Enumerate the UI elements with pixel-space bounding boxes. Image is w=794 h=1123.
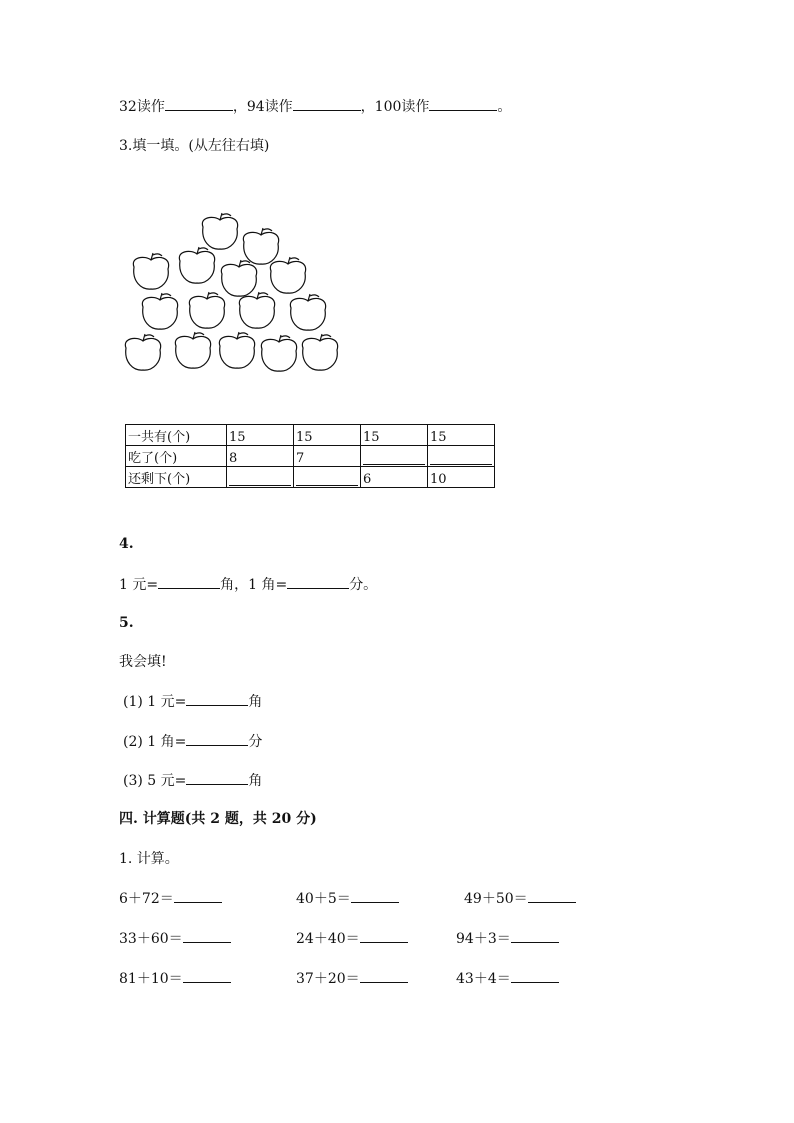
- answer-blank[interactable]: [360, 968, 408, 983]
- calc-item: [119, 968, 231, 989]
- reading-word-c: 读作: [401, 99, 430, 115]
- q4-line: [119, 574, 377, 595]
- q5-intro: 我会填!: [119, 654, 167, 670]
- apple-icon: [239, 292, 274, 328]
- answer-cell[interactable]: [227, 467, 294, 488]
- reading-word-a: 读作: [136, 99, 165, 115]
- q5-item: [123, 731, 262, 752]
- calc-item: [296, 888, 399, 909]
- table-cell: 7: [294, 446, 361, 467]
- answer-blank[interactable]: [174, 888, 222, 903]
- table-cell: 15: [227, 425, 294, 446]
- answer-blank[interactable]: [351, 888, 399, 903]
- calc-expression: 40＋5＝: [296, 891, 351, 907]
- calc-expression: 43＋4＝: [456, 971, 511, 987]
- table-cell: 10: [428, 467, 495, 488]
- table-cell: 15: [294, 425, 361, 446]
- answer-blank[interactable]: [296, 467, 358, 486]
- answer-blank[interactable]: [360, 928, 408, 943]
- apple-icon: [202, 213, 237, 249]
- answer-blank[interactable]: [186, 691, 248, 706]
- answer-cell[interactable]: [428, 446, 495, 467]
- answer-blank[interactable]: [511, 928, 559, 943]
- reading-line: [119, 96, 511, 117]
- calc-expression: 33＋60＝: [119, 931, 183, 947]
- q5-item: [123, 691, 262, 712]
- calc-item: [456, 968, 559, 989]
- answer-blank[interactable]: [186, 731, 248, 746]
- apple-icon: [290, 294, 325, 330]
- table-row: [126, 446, 495, 467]
- apple-table: [125, 424, 495, 488]
- row-head-total: 一共有(个): [126, 425, 227, 446]
- q4-number: 4.: [119, 536, 134, 552]
- apples-illustration: [118, 205, 358, 380]
- answer-cell[interactable]: [294, 467, 361, 488]
- answer-blank[interactable]: [183, 928, 231, 943]
- answer-blank[interactable]: [287, 574, 349, 589]
- calc-expression: 49＋50＝: [464, 891, 528, 907]
- calc-expression: 24＋40＝: [296, 931, 360, 947]
- q5-item-prefix: (3) 5 元=: [123, 773, 187, 789]
- answer-blank[interactable]: [363, 446, 425, 465]
- answer-blank[interactable]: [293, 96, 361, 111]
- reading-num-c: 100: [374, 99, 402, 115]
- row-head-left: 还剩下(个): [126, 467, 227, 488]
- answer-blank[interactable]: [528, 888, 576, 903]
- apple-icon: [189, 292, 224, 328]
- q4-unit2: 分。: [349, 577, 378, 593]
- reading-num-b: 94: [246, 99, 265, 115]
- reading-num-a: 32: [119, 99, 137, 115]
- calc-item: [119, 888, 222, 909]
- calc-item: [296, 968, 408, 989]
- apple-icon: [302, 334, 337, 370]
- q5-item-suffix: 角: [248, 773, 263, 789]
- q4-unit1: 角，1 角=: [220, 577, 288, 593]
- answer-blank[interactable]: [186, 770, 248, 785]
- table-row: [126, 425, 495, 446]
- apple-icon: [243, 228, 278, 264]
- answer-blank[interactable]: [229, 467, 291, 486]
- apple-icon: [219, 332, 254, 368]
- answer-blank[interactable]: [429, 96, 497, 111]
- q4-part1: 1 元=: [119, 577, 159, 593]
- punct: ，: [232, 99, 247, 115]
- apple-icon: [142, 293, 177, 329]
- q5-item-prefix: (2) 1 角=: [123, 734, 187, 750]
- calc-expression: 6＋72＝: [119, 891, 174, 907]
- q5-item: [123, 770, 262, 791]
- apple-icon: [261, 335, 296, 371]
- table-cell: 6: [361, 467, 428, 488]
- table-row: [126, 467, 495, 488]
- table-cell: 15: [361, 425, 428, 446]
- punct: 。: [497, 99, 512, 115]
- calc-expression: 37＋20＝: [296, 971, 360, 987]
- answer-blank[interactable]: [165, 96, 233, 111]
- apple-icon: [179, 247, 214, 283]
- apple-icon: [270, 257, 305, 293]
- answer-blank[interactable]: [183, 968, 231, 983]
- calc-item: [296, 928, 408, 949]
- table-cell: 8: [227, 446, 294, 467]
- q3-title: 3.填一填。(从左往右填): [119, 138, 270, 154]
- calc-item: [456, 928, 559, 949]
- q5-number: 5.: [119, 615, 134, 631]
- q5-item-prefix: (1) 1 元=: [123, 694, 187, 710]
- apple-icon: [133, 253, 168, 289]
- calc-expression: 81＋10＝: [119, 971, 183, 987]
- calc-title: 1. 计算。: [119, 851, 179, 867]
- q5-item-suffix: 角: [248, 694, 263, 710]
- answer-blank[interactable]: [430, 446, 492, 465]
- calc-item: [119, 928, 231, 949]
- answer-cell[interactable]: [361, 446, 428, 467]
- answer-blank[interactable]: [511, 968, 559, 983]
- apple-icon: [125, 334, 160, 370]
- q5-item-suffix: 分: [248, 734, 263, 750]
- calc-expression: 94＋3＝: [456, 931, 511, 947]
- calc-item: [464, 888, 576, 909]
- table-cell: 15: [428, 425, 495, 446]
- punct: ，: [360, 99, 375, 115]
- reading-word-b: 读作: [264, 99, 293, 115]
- section-title: 四. 计算题(共 2 题，共 20 分): [119, 811, 317, 827]
- answer-blank[interactable]: [158, 574, 220, 589]
- apple-icon: [175, 332, 210, 368]
- apple-icon: [221, 260, 256, 296]
- row-head-eaten: 吃了(个): [126, 446, 227, 467]
